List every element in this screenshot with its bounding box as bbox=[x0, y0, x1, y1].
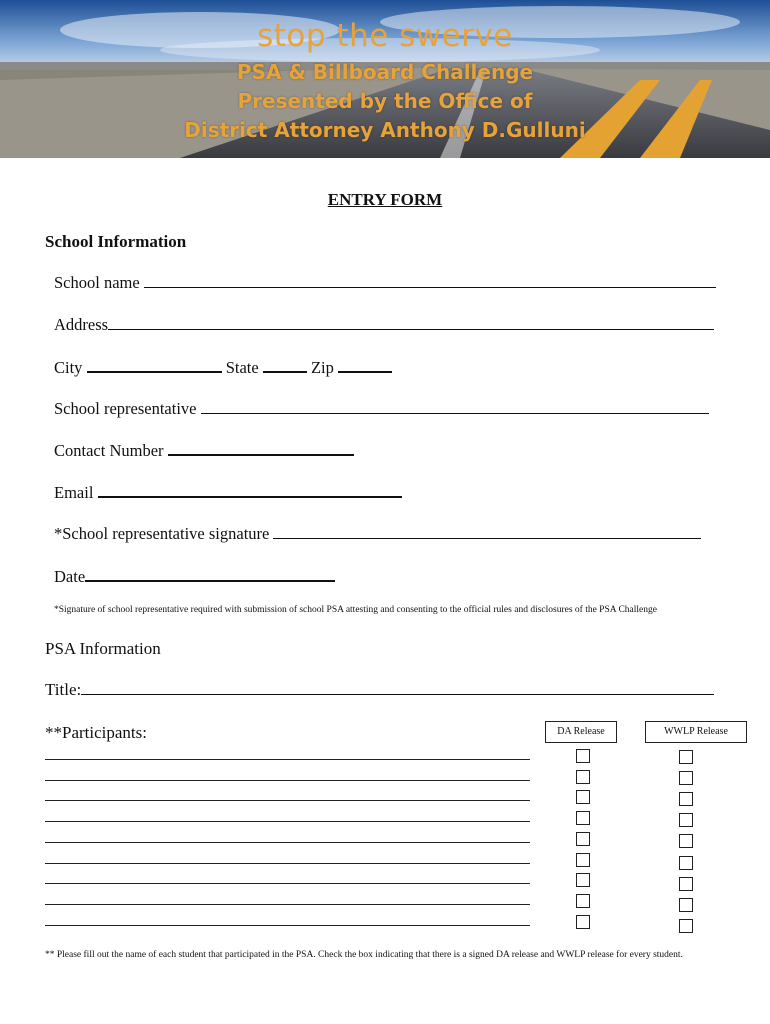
wwlp-release-checkbox[interactable] bbox=[679, 856, 693, 870]
participant-name-line[interactable] bbox=[45, 904, 530, 905]
participant-name-line[interactable] bbox=[45, 842, 530, 843]
date-field[interactable] bbox=[54, 566, 335, 587]
email-input[interactable] bbox=[98, 482, 402, 498]
state-input[interactable] bbox=[263, 357, 307, 373]
city-state-zip-row bbox=[54, 357, 392, 378]
date-label: Date bbox=[54, 567, 86, 586]
participant-name-line[interactable] bbox=[45, 863, 530, 864]
footer-note: ** Please fill out the name of each student that participated in the PSA. Check the box indicating that there is a signed DA release and WWLP release for every student. bbox=[45, 950, 683, 960]
district-attorney-line: District Attorney Anthony D.Gulluni bbox=[184, 118, 586, 142]
participant-name-line[interactable] bbox=[45, 759, 530, 760]
school-name-label: School name bbox=[54, 273, 140, 292]
signature-note: *Signature of school representative required with submission of school PSA attesting and consenting to the official rules and disclosures of the PSA Challenge bbox=[54, 605, 657, 615]
participant-name-line[interactable] bbox=[45, 780, 530, 781]
wwlp-release-checkbox[interactable] bbox=[679, 877, 693, 891]
psa-title-label: Title: bbox=[45, 680, 82, 699]
representative-input[interactable] bbox=[201, 399, 709, 414]
wwlp-release-checkbox[interactable] bbox=[679, 898, 693, 912]
date-input[interactable] bbox=[85, 566, 335, 582]
challenge-title: PSA & Billboard Challenge bbox=[236, 60, 534, 84]
email-field[interactable] bbox=[54, 482, 402, 503]
wwlp-release-checkbox[interactable] bbox=[679, 834, 693, 848]
state-label: State bbox=[225, 358, 259, 377]
da-release-checkbox[interactable] bbox=[576, 853, 590, 867]
brand-title: stop the swerve bbox=[257, 18, 513, 54]
school-section-heading: School Information bbox=[45, 232, 187, 251]
participant-name-line[interactable] bbox=[45, 925, 530, 926]
psa-title-input[interactable] bbox=[81, 680, 714, 695]
psa-section-heading: PSA Information bbox=[45, 639, 161, 658]
da-release-header: DA Release bbox=[545, 721, 617, 743]
email-label: Email bbox=[54, 483, 94, 502]
wwlp-release-header: WWLP Release bbox=[645, 721, 747, 743]
school-name-field[interactable] bbox=[54, 273, 716, 293]
zip-label: Zip bbox=[310, 358, 334, 377]
city-input[interactable] bbox=[87, 357, 222, 373]
contact-number-field[interactable] bbox=[54, 440, 354, 461]
wwlp-release-checkbox[interactable] bbox=[679, 813, 693, 827]
da-release-checkbox[interactable] bbox=[576, 770, 590, 784]
participant-name-line[interactable] bbox=[45, 821, 530, 822]
da-release-checkbox[interactable] bbox=[576, 749, 590, 763]
city-label: City bbox=[54, 358, 83, 377]
school-name-input[interactable] bbox=[144, 273, 716, 288]
signature-label: *School representative signature bbox=[54, 524, 270, 543]
wwlp-release-checkbox[interactable] bbox=[679, 771, 693, 785]
address-label: Address bbox=[54, 315, 109, 334]
da-release-checkbox[interactable] bbox=[576, 894, 590, 908]
participants-label: **Participants: bbox=[45, 723, 147, 742]
address-input[interactable] bbox=[108, 315, 714, 330]
signature-field[interactable] bbox=[54, 524, 701, 544]
address-field[interactable] bbox=[54, 315, 714, 335]
presented-by-line: Presented by the Office of bbox=[237, 89, 533, 113]
psa-title-field[interactable] bbox=[45, 680, 714, 700]
representative-field[interactable] bbox=[54, 399, 709, 419]
da-release-checkbox[interactable] bbox=[576, 873, 590, 887]
da-release-checkbox[interactable] bbox=[576, 790, 590, 804]
wwlp-release-checkbox[interactable] bbox=[679, 919, 693, 933]
wwlp-release-checkbox[interactable] bbox=[679, 750, 693, 764]
contact-number-input[interactable] bbox=[168, 440, 354, 456]
form-title: ENTRY FORM bbox=[327, 190, 443, 209]
wwlp-release-checkbox[interactable] bbox=[679, 792, 693, 806]
zip-input[interactable] bbox=[338, 357, 392, 373]
representative-label: School representative bbox=[54, 399, 197, 418]
contact-number-label: Contact Number bbox=[54, 441, 164, 460]
da-release-checkbox[interactable] bbox=[576, 915, 590, 929]
participant-name-line[interactable] bbox=[45, 800, 530, 801]
header-banner bbox=[0, 0, 770, 158]
da-release-checkbox[interactable] bbox=[576, 811, 590, 825]
da-release-checkbox[interactable] bbox=[576, 832, 590, 846]
signature-input[interactable] bbox=[273, 524, 701, 539]
participant-name-line[interactable] bbox=[45, 883, 530, 884]
